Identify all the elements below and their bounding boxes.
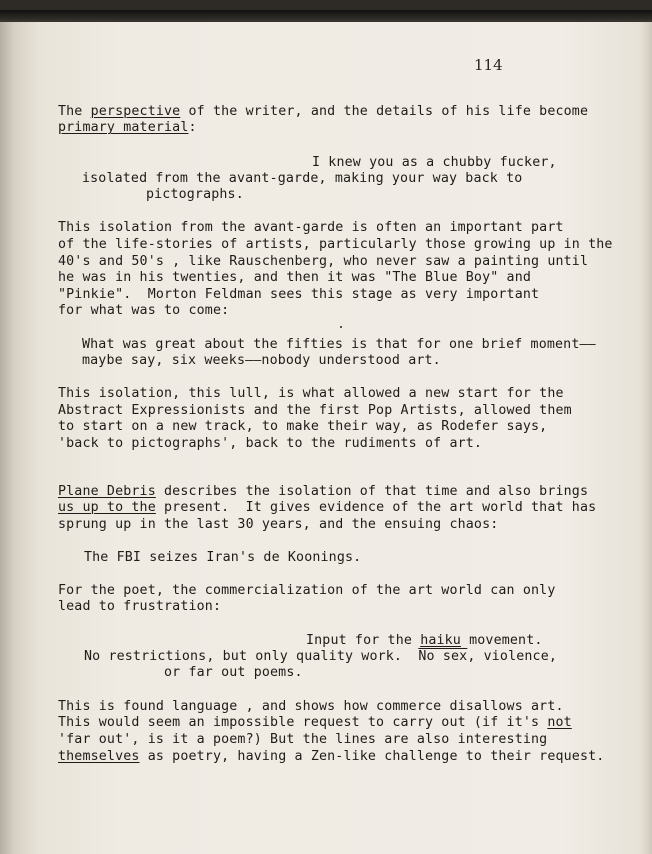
paragraph-4-line-3: sprung up in the last 30 years, and the ensuing chaos: (58, 517, 499, 532)
quote-3: The FBI seizes Iran's de Koonings. (84, 550, 362, 565)
paragraph-4-line-1: Plane Debris describes the isolation of that time and also brings (58, 484, 589, 499)
paragraph-6-line-3: 'far out', is it a poem?) But the lines are also interesting (58, 732, 548, 747)
paragraph-4-line-2: us up to the present. It gives evidence of the art world that has (58, 500, 597, 515)
quote-1-line-1: I knew you as a chubby fucker, (312, 155, 557, 170)
underlined-word-haiku: haiku (420, 633, 461, 648)
quote-2-line-2: maybe say, six weeks——nobody understood art. (82, 353, 441, 368)
paragraph-1-line-2: primary material: (58, 120, 197, 135)
paragraph-3-line-2: Abstract Expressionists and the first Pop Artists, allowed them (58, 403, 572, 418)
paragraph-2-line-5: "Pinkie". Morton Feldman sees this stage as very important (58, 287, 540, 302)
paragraph-2-line-1: This isolation from the avant-garde is often an important part (58, 220, 564, 235)
paragraph-2-line-3: 40's and 50's , like Rauschenberg, who never saw a painting until (58, 254, 589, 269)
underlined-word-themselves: themselves (58, 749, 140, 764)
paragraph-3-line-1: This isolation, this lull, is what allowed a new start for the (58, 386, 564, 401)
underlined-title-plane-debris: Plane Debris (58, 484, 156, 499)
paragraph-3-line-4: 'back to pictographs', back to the rudiments of art. (58, 436, 483, 451)
paragraph-1-line-1: The perspective of the writer, and the details of his life become (58, 104, 589, 119)
paragraph-6-line-4: themselves as poetry, having a Zen-like challenge to their request. (58, 749, 605, 764)
paragraph-2-line-2: of the life-stories of artists, particularly those growing up in the (58, 237, 613, 252)
quote-4-line-2: No restrictions, but only quality work. No sex, violence, (84, 649, 558, 664)
quote-4-line-3: or far out poems. (164, 665, 303, 680)
page-top-edge (0, 10, 652, 22)
underlined-word-not: not (547, 715, 572, 730)
quote-4-line-1: Input for the haiku movement. (306, 633, 543, 648)
paragraph-3-line-3: to start on a new track, to make their way, as Rodefer says, (58, 419, 548, 434)
underlined-phrase-us-up-to-the: us up to the (58, 500, 156, 515)
quote-2-line-1: What was great about the fifties is that for one brief moment—— (82, 337, 596, 352)
page-number: 114 (474, 56, 503, 74)
stray-mark (340, 326, 342, 328)
overlined-phrase-no-sex: No sex (418, 649, 468, 664)
paragraph-5-line-2: lead to frustration: (58, 599, 222, 614)
quote-1-line-3: pictographs. (146, 187, 244, 202)
underlined-phrase-primary-material: primary material (58, 120, 189, 135)
paragraph-2-line-6: for what was to come: (58, 303, 230, 318)
paragraph-5-line-1: For the poet, the commercialization of the art world can only (58, 583, 556, 598)
paragraph-6-line-2: This would seem an impossible request to carry out (if it's not (58, 715, 572, 730)
quote-1-line-2: isolated from the avant-garde, making your way back to (82, 171, 523, 186)
paragraph-6-line-1: This is found language , and shows how commerce disallows art. (58, 699, 564, 714)
underlined-word-perspective: perspective (90, 104, 181, 119)
paragraph-2-line-4: he was in his twenties, and then it was "The Blue Boy" and (58, 270, 532, 285)
book-page (0, 10, 652, 854)
